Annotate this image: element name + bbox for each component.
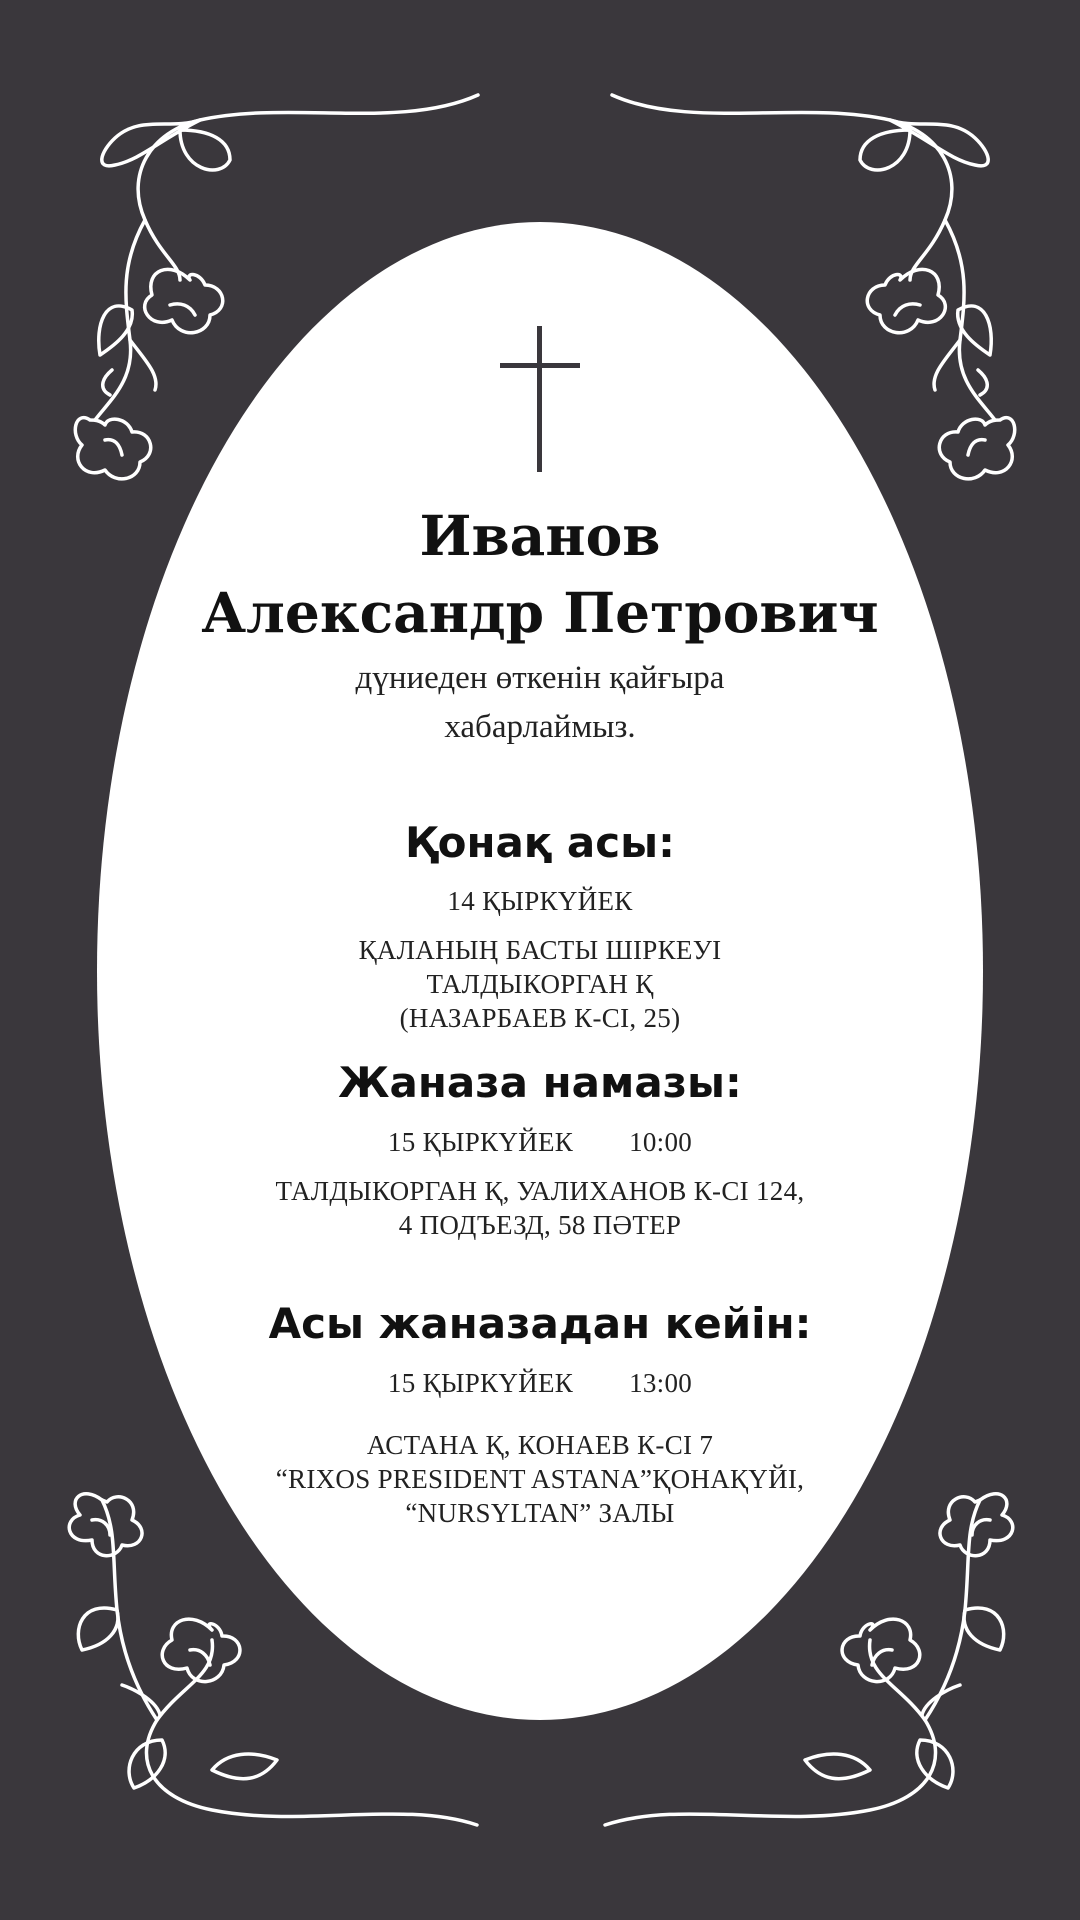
memorial-meal-datetime [97, 1370, 983, 1397]
funeral-prayer-time: 10:00 [629, 1127, 693, 1157]
funeral-prayer-place-line-2: 4 ПОДЪЕЗД, 58 ПӘТЕР [398, 1210, 682, 1240]
funeral-prayer-heading: Жаназа намазы: [338, 1058, 742, 1107]
cross-icon [500, 326, 580, 477]
memorial-meal-place-line-1: АСТАНА Қ, КОНАЕВ К-СІ 7 [366, 1430, 714, 1460]
message-line-1: дүниеден өткенін қайғыра [355, 660, 725, 696]
memorial-meal-time: 13:00 [629, 1368, 693, 1398]
guest-meal-place-line-2: ТАЛДЫКОРГАН Қ [426, 969, 654, 999]
guest-meal-heading: Қонақ асы: [405, 818, 675, 867]
deceased-surname: Иванов [419, 503, 661, 568]
guest-meal-place-line-1: ҚАЛАНЫҢ БАСТЫ ШІРКЕУІ [358, 935, 722, 965]
guest-meal-place-line-3: (НАЗАРБАЕВ К-СІ, 25) [399, 1003, 681, 1033]
funeral-prayer-place-line-1: ТАЛДЫКОРГАН Қ, УАЛИХАНОВ К-СІ 124, [275, 1176, 805, 1206]
guest-meal-date: 14 ҚЫРКҮЙЕК [447, 886, 633, 916]
funeral-prayer-date: 15 ҚЫРКҮЙЕК [387, 1127, 574, 1157]
message-line-2: хабарлаймыз. [444, 709, 636, 745]
memorial-meal-place-line-2: “RIXOS PRESIDENT ASTANA”ҚОНАҚҮЙІ, [275, 1464, 805, 1494]
memorial-meal-place-line-3: “NURSYLTAN” ЗАЛЫ [405, 1498, 675, 1528]
memorial-meal-date: 15 ҚЫРКҮЙЕК [387, 1368, 574, 1398]
memorial-meal-heading: Асы жаназадан кейін: [268, 1299, 812, 1348]
notice-content [97, 0, 983, 1920]
funeral-prayer-datetime [97, 1129, 983, 1156]
deceased-given-names: Александр Петрович [201, 580, 879, 645]
